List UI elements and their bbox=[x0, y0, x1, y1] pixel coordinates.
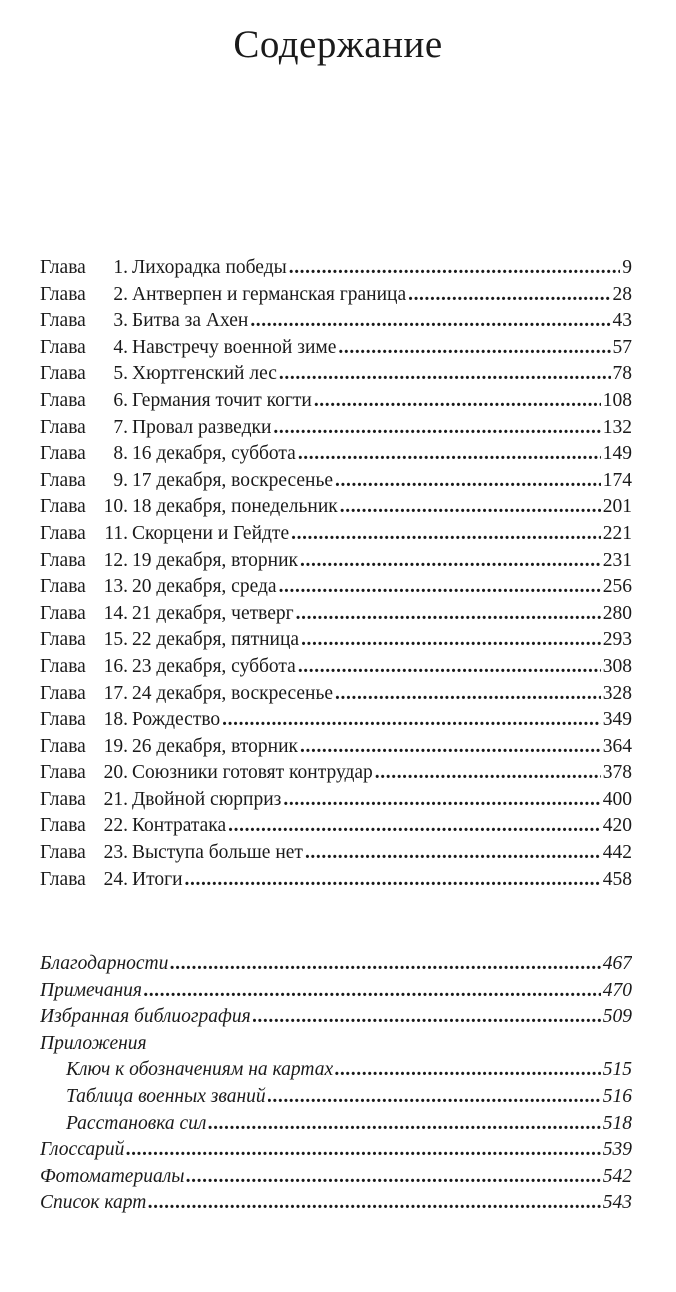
page-number: 293 bbox=[602, 629, 632, 651]
chapter-word: Глава bbox=[40, 522, 86, 544]
chapter-title: Лихорадка победы bbox=[132, 257, 287, 278]
chapter-prefix bbox=[40, 415, 132, 442]
chapter-title: Скорцени и Гейдте bbox=[132, 522, 290, 544]
toc-entry-back-matter[interactable] bbox=[40, 951, 632, 978]
toc-entry-back-matter[interactable] bbox=[40, 1057, 632, 1084]
toc-entry-chapter[interactable] bbox=[40, 335, 632, 362]
chapter-word: Глава bbox=[40, 682, 86, 704]
back-matter-title: Список карт bbox=[40, 1192, 147, 1214]
chapter-word: Глава bbox=[40, 389, 86, 411]
chapter-prefix bbox=[40, 521, 132, 548]
toc-entry-chapter[interactable] bbox=[40, 840, 632, 867]
chapter-number: 13. bbox=[103, 576, 128, 598]
toc-entry-chapter[interactable] bbox=[40, 361, 632, 388]
chapter-title: 19 декабря, вторник bbox=[132, 549, 299, 571]
page-number: 542 bbox=[602, 1165, 632, 1187]
chapter-number: 22. bbox=[103, 815, 128, 837]
page-number: 221 bbox=[602, 522, 632, 544]
chapter-word: Глава bbox=[40, 257, 86, 278]
chapter-prefix bbox=[40, 335, 132, 362]
dot-leader bbox=[335, 1057, 601, 1084]
chapter-word: Глава bbox=[40, 788, 86, 810]
toc-entry-chapter[interactable] bbox=[40, 681, 632, 708]
chapter-word: Глава bbox=[40, 363, 86, 385]
chapter-number: 6. bbox=[113, 389, 128, 411]
chapter-prefix bbox=[40, 468, 132, 495]
chapter-word: Глава bbox=[40, 469, 86, 491]
chapter-number: 24. bbox=[103, 868, 128, 890]
page-number: 256 bbox=[602, 576, 632, 598]
chapter-number: 7. bbox=[113, 416, 128, 438]
chapter-prefix bbox=[40, 867, 132, 894]
chapter-title: 26 декабря, вторник bbox=[132, 735, 299, 757]
chapter-prefix bbox=[40, 840, 132, 867]
dot-leader bbox=[185, 867, 601, 894]
chapter-title: Германия точит когти bbox=[132, 389, 312, 411]
chapter-prefix bbox=[40, 627, 132, 654]
page-number: 349 bbox=[602, 709, 632, 731]
toc-entry-chapter[interactable] bbox=[40, 627, 632, 654]
page-number: 515 bbox=[602, 1059, 632, 1081]
back-matter-title: Ключ к обозначениям на картах bbox=[66, 1059, 334, 1081]
page-number: 78 bbox=[612, 363, 632, 385]
page-number: 420 bbox=[602, 815, 632, 837]
chapter-number: 16. bbox=[103, 655, 128, 677]
chapter-title: 24 декабря, воскресенье bbox=[132, 682, 334, 704]
chapter-word: Глава bbox=[40, 762, 86, 784]
chapter-number: 18. bbox=[103, 709, 128, 731]
chapter-prefix bbox=[40, 548, 132, 575]
chapter-title: 23 декабря, суббота bbox=[132, 655, 296, 677]
chapter-prefix bbox=[40, 707, 132, 734]
toc-entry-chapter[interactable] bbox=[40, 255, 632, 282]
chapter-prefix bbox=[40, 494, 132, 521]
chapter-number: 5. bbox=[113, 363, 128, 385]
chapter-word: Глава bbox=[40, 815, 86, 837]
chapter-title: Союзники готовят контрудар bbox=[132, 762, 373, 784]
page-number: 400 bbox=[602, 788, 632, 810]
toc-entry-back-matter[interactable] bbox=[40, 1190, 632, 1217]
dot-leader bbox=[250, 308, 610, 335]
toc-entry-chapter[interactable] bbox=[40, 308, 632, 335]
dot-leader bbox=[291, 521, 601, 548]
chapter-number: 9. bbox=[113, 469, 128, 491]
dot-leader bbox=[268, 1084, 601, 1111]
page-number: 458 bbox=[602, 868, 632, 890]
chapter-prefix bbox=[40, 388, 132, 415]
page-number: 149 bbox=[602, 443, 632, 465]
chapter-number: 19. bbox=[103, 735, 128, 757]
page-number: 28 bbox=[612, 283, 632, 305]
page-number: 518 bbox=[602, 1112, 632, 1134]
toc-entry-chapter[interactable] bbox=[40, 521, 632, 548]
chapter-prefix bbox=[40, 601, 132, 628]
toc-entry-chapter[interactable] bbox=[40, 760, 632, 787]
chapter-prefix bbox=[40, 255, 132, 282]
page-number: 231 bbox=[602, 549, 632, 571]
chapter-title: Хюртгенский лес bbox=[132, 363, 277, 385]
chapter-number: 23. bbox=[103, 842, 128, 864]
dot-leader bbox=[283, 787, 600, 814]
chapter-number: 4. bbox=[113, 336, 128, 358]
chapter-word: Глава bbox=[40, 549, 86, 571]
chapter-word: Глава bbox=[40, 576, 86, 598]
page-number: 201 bbox=[602, 496, 632, 518]
dot-leader bbox=[314, 388, 601, 415]
dot-leader bbox=[340, 494, 601, 521]
back-matter-title: Примечания bbox=[40, 979, 142, 1001]
chapter-prefix bbox=[40, 361, 132, 388]
chapter-word: Глава bbox=[40, 496, 86, 518]
chapter-word: Глава bbox=[40, 709, 86, 731]
dot-leader bbox=[208, 1111, 600, 1138]
toc-entry-chapter[interactable] bbox=[40, 415, 632, 442]
dot-leader bbox=[222, 707, 601, 734]
toc-entry-chapter[interactable] bbox=[40, 494, 632, 521]
dot-leader bbox=[408, 282, 610, 309]
chapter-word: Глава bbox=[40, 735, 86, 757]
toc-entry-chapter[interactable] bbox=[40, 601, 632, 628]
toc-entry-back-matter[interactable] bbox=[40, 1004, 632, 1031]
toc-entry-chapter[interactable] bbox=[40, 388, 632, 415]
chapter-title: 22 декабря, пятница bbox=[132, 629, 300, 651]
page-number: 308 bbox=[602, 655, 632, 677]
back-matter-title: Фотоматериалы bbox=[40, 1165, 185, 1187]
page-title: Содержание bbox=[233, 23, 443, 66]
toc-entry-chapter[interactable] bbox=[40, 548, 632, 575]
dot-leader bbox=[186, 1164, 600, 1191]
page-number: 543 bbox=[602, 1192, 632, 1214]
back-matter-list bbox=[40, 951, 632, 1217]
chapter-number: 17. bbox=[103, 682, 128, 704]
chapter-title: Рождество bbox=[132, 709, 221, 731]
page-number: 364 bbox=[602, 735, 632, 757]
chapter-word: Глава bbox=[40, 842, 86, 864]
chapter-title: 16 декабря, суббота bbox=[132, 443, 296, 465]
chapter-prefix bbox=[40, 813, 132, 840]
page-number: 539 bbox=[602, 1139, 632, 1161]
back-matter-title: Глоссарий bbox=[40, 1139, 125, 1161]
chapter-word: Глава bbox=[40, 416, 86, 438]
chapter-number: 12. bbox=[103, 549, 128, 571]
toc-entry-chapter[interactable] bbox=[40, 282, 632, 309]
chapter-prefix bbox=[40, 681, 132, 708]
chapter-title: Битва за Ахен bbox=[132, 310, 249, 332]
dot-leader bbox=[301, 627, 601, 654]
chapter-word: Глава bbox=[40, 602, 86, 624]
chapter-title: Провал разведки bbox=[132, 416, 272, 438]
chapter-title: Итоги bbox=[132, 868, 183, 890]
chapter-title: Антверпен и германская граница bbox=[132, 283, 407, 305]
toc-entry-chapter[interactable] bbox=[40, 707, 632, 734]
toc-entry-chapter[interactable] bbox=[40, 813, 632, 840]
toc-entry-back-matter[interactable] bbox=[40, 1137, 632, 1164]
page-number: 470 bbox=[602, 979, 632, 1001]
toc-entry-chapter[interactable] bbox=[40, 574, 632, 601]
chapter-title: Выступа больше нет bbox=[132, 842, 303, 864]
dot-leader bbox=[305, 840, 601, 867]
chapter-number: 15. bbox=[103, 629, 128, 651]
chapter-word: Глава bbox=[40, 310, 86, 332]
back-matter-title: Расстановка сил bbox=[66, 1112, 207, 1134]
chapter-word: Глава bbox=[40, 283, 86, 305]
page-number: 132 bbox=[602, 416, 632, 438]
chapter-number: 21. bbox=[103, 788, 128, 810]
chapter-number: 14. bbox=[103, 602, 128, 624]
page-number: 280 bbox=[602, 602, 632, 624]
dot-leader bbox=[298, 441, 601, 468]
toc-entry-back-matter[interactable] bbox=[40, 1164, 632, 1191]
dot-leader bbox=[253, 1004, 601, 1031]
chapter-number: 20. bbox=[103, 762, 128, 784]
toc-entry-back-matter[interactable] bbox=[40, 1084, 632, 1111]
page-number: 328 bbox=[602, 682, 632, 704]
chapter-word: Глава bbox=[40, 336, 86, 358]
chapter-number: 2. bbox=[113, 283, 128, 305]
chapter-title: Навстречу военной зиме bbox=[132, 336, 337, 358]
dot-leader bbox=[300, 548, 601, 575]
back-matter-title: Избранная библиография bbox=[40, 1006, 251, 1028]
chapter-number: 1. bbox=[113, 257, 128, 278]
chapter-prefix bbox=[40, 441, 132, 468]
dot-leader bbox=[300, 734, 601, 761]
dot-leader bbox=[144, 978, 601, 1005]
chapter-number: 10. bbox=[103, 496, 128, 518]
chapter-prefix bbox=[40, 787, 132, 814]
dot-leader bbox=[289, 255, 621, 282]
toc-entry-chapter[interactable] bbox=[40, 468, 632, 495]
chapter-number: 8. bbox=[113, 443, 128, 465]
chapter-title: 17 декабря, воскресенье bbox=[132, 469, 334, 491]
chapter-word: Глава bbox=[40, 655, 86, 677]
chapter-word: Глава bbox=[40, 443, 86, 465]
back-matter-title: Благодарности bbox=[40, 953, 169, 974]
chapter-title: Двойной сюрприз bbox=[132, 788, 282, 810]
dot-leader bbox=[228, 813, 601, 840]
chapter-prefix bbox=[40, 574, 132, 601]
page-number: 442 bbox=[602, 842, 632, 864]
toc-entry-back-matter[interactable] bbox=[40, 1111, 632, 1138]
dot-leader bbox=[279, 574, 601, 601]
dot-leader bbox=[338, 335, 610, 362]
chapter-list bbox=[40, 255, 632, 893]
chapter-number: 3. bbox=[113, 310, 128, 332]
chapter-prefix bbox=[40, 308, 132, 335]
page-number: 516 bbox=[602, 1085, 632, 1107]
chapter-number: 11. bbox=[104, 522, 128, 544]
dot-leader bbox=[335, 468, 601, 495]
toc-section-heading bbox=[40, 1031, 632, 1058]
page-number: 174 bbox=[602, 469, 632, 491]
dot-leader bbox=[126, 1137, 600, 1164]
dot-leader bbox=[279, 361, 611, 388]
dot-leader bbox=[148, 1190, 600, 1217]
page-number: 108 bbox=[602, 389, 632, 411]
chapter-prefix bbox=[40, 282, 132, 309]
dot-leader bbox=[298, 654, 601, 681]
dot-leader bbox=[375, 760, 601, 787]
toc-entry-chapter[interactable] bbox=[40, 867, 632, 894]
page-number: 378 bbox=[602, 762, 632, 784]
page-number: 467 bbox=[602, 953, 632, 974]
back-matter-title: Таблица военных званий bbox=[66, 1085, 266, 1107]
chapter-title: 20 декабря, среда bbox=[132, 576, 277, 598]
page-number: 9 bbox=[622, 257, 632, 278]
page-number: 509 bbox=[602, 1006, 632, 1028]
chapter-word: Глава bbox=[40, 868, 86, 890]
toc-entry-chapter[interactable] bbox=[40, 787, 632, 814]
toc-entry-back-matter[interactable] bbox=[40, 978, 632, 1005]
chapter-title: Контратака bbox=[132, 815, 227, 837]
page-number: 43 bbox=[612, 310, 632, 332]
chapter-prefix bbox=[40, 760, 132, 787]
back-matter-title: Приложения bbox=[40, 1032, 147, 1054]
chapter-prefix bbox=[40, 654, 132, 681]
dot-leader bbox=[296, 601, 601, 628]
chapter-title: 21 декабря, четверг bbox=[132, 602, 294, 624]
toc-entry-chapter[interactable] bbox=[40, 441, 632, 468]
page-number: 57 bbox=[612, 336, 632, 358]
toc-entry-chapter[interactable] bbox=[40, 734, 632, 761]
chapter-word: Глава bbox=[40, 629, 86, 651]
chapter-prefix bbox=[40, 734, 132, 761]
chapter-title: 18 декабря, понедельник bbox=[132, 496, 338, 518]
dot-leader bbox=[273, 415, 600, 442]
toc-entry-chapter[interactable] bbox=[40, 654, 632, 681]
dot-leader bbox=[170, 951, 600, 978]
dot-leader bbox=[335, 681, 601, 708]
